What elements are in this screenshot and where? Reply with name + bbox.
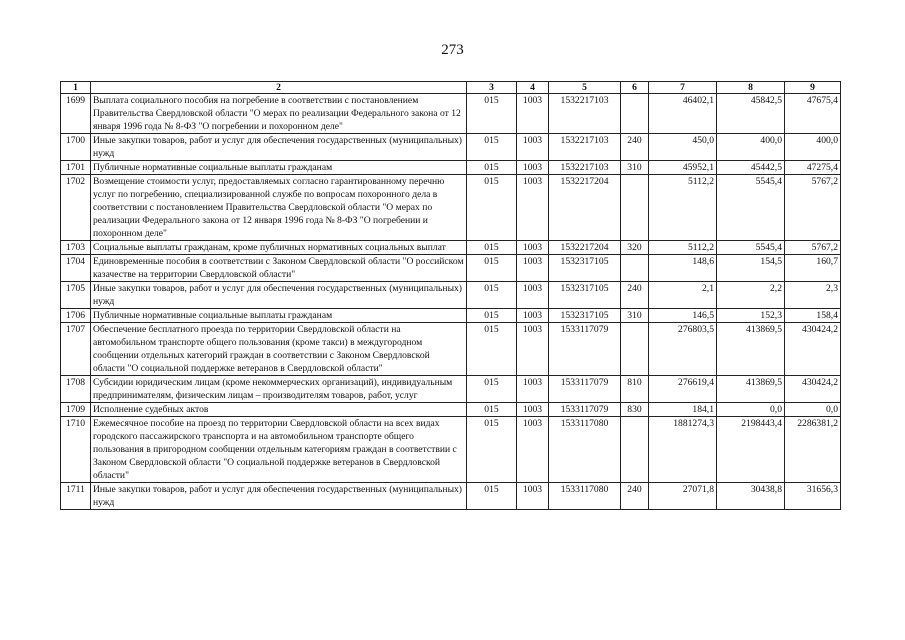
table-row: [61, 403, 841, 417]
admin-code-cell: 015: [467, 417, 517, 483]
amount-cell: 0,0: [785, 403, 841, 417]
admin-code-cell: 015: [467, 134, 517, 161]
amount-cell: 160,7: [785, 255, 841, 282]
amount-cell: 430424,2: [785, 323, 841, 376]
expense-type-cell: [621, 94, 649, 134]
target-code-cell: 1533117079: [549, 403, 621, 417]
amount-cell: 1881274,3: [649, 417, 717, 483]
section-code-cell: 1003: [517, 175, 549, 241]
amount-cell: 2,2: [717, 282, 785, 309]
description-cell: Субсидии юридическим лицам (кроме некоммерческих организаций), индивидуальным предпринимателям, физическим лицам – производителям товаров, работ, услуг: [91, 376, 467, 403]
header-row: [61, 82, 841, 94]
table-row: [61, 309, 841, 323]
table-row: [61, 323, 841, 376]
admin-code-cell: 015: [467, 309, 517, 323]
section-code-cell: 1003: [517, 255, 549, 282]
amount-cell: 152,3: [717, 309, 785, 323]
amount-cell: 47675,4: [785, 94, 841, 134]
amount-cell: 148,6: [649, 255, 717, 282]
amount-cell: 146,5: [649, 309, 717, 323]
target-code-cell: 1532317105: [549, 282, 621, 309]
admin-code-cell: 015: [467, 282, 517, 309]
header-cell: 8: [717, 82, 785, 94]
amount-cell: 276803,5: [649, 323, 717, 376]
expense-type-cell: 320: [621, 241, 649, 255]
header-cell: 9: [785, 82, 841, 94]
target-code-cell: 1532217204: [549, 175, 621, 241]
section-code-cell: 1003: [517, 403, 549, 417]
amount-cell: 450,0: [649, 134, 717, 161]
description-cell: Публичные нормативные социальные выплаты гражданам: [91, 161, 467, 175]
section-code-cell: 1003: [517, 161, 549, 175]
row-number-cell: 1704: [61, 255, 91, 282]
row-number-cell: 1703: [61, 241, 91, 255]
row-number-cell: 1701: [61, 161, 91, 175]
admin-code-cell: 015: [467, 403, 517, 417]
admin-code-cell: 015: [467, 94, 517, 134]
row-number-cell: 1699: [61, 94, 91, 134]
page-number: 273: [441, 42, 464, 58]
description-cell: Исполнение судебных актов: [91, 403, 467, 417]
amount-cell: 30438,8: [717, 483, 785, 510]
table-row: [61, 134, 841, 161]
target-code-cell: 1533117079: [549, 323, 621, 376]
row-number-cell: 1705: [61, 282, 91, 309]
amount-cell: 5545,4: [717, 175, 785, 241]
target-code-cell: 1532317105: [549, 255, 621, 282]
description-cell: Выплата социального пособия на погребение в соответствии с постановлением Правительства Свердловской области "О мерах по реализации Федерального закона от 12 января 1996 года № 8-ФЗ "О погребении и похоронном деле": [91, 94, 467, 134]
amount-cell: 413869,5: [717, 376, 785, 403]
section-code-cell: 1003: [517, 134, 549, 161]
description-cell: Обеспечение бесплатного проезда по территории Свердловской области на автомобильном транспорте общего пользования (кроме такси) в междугородном сообщении отдельных категорий граждан в соответствии с Законом Свердловской области "О социальной поддержке ветеранов в Свердловской области": [91, 323, 467, 376]
header-cell: 3: [467, 82, 517, 94]
table-row: [61, 417, 841, 483]
header-cell: 7: [649, 82, 717, 94]
table-row: [61, 241, 841, 255]
description-cell: Социальные выплаты гражданам, кроме публичных нормативных социальных выплат: [91, 241, 467, 255]
expense-type-cell: 240: [621, 134, 649, 161]
expense-type-cell: 310: [621, 309, 649, 323]
expense-type-cell: 240: [621, 282, 649, 309]
row-number-cell: 1709: [61, 403, 91, 417]
amount-cell: 47275,4: [785, 161, 841, 175]
table-row: [61, 376, 841, 403]
amount-cell: 430424,2: [785, 376, 841, 403]
amount-cell: 2198443,4: [717, 417, 785, 483]
amount-cell: 0,0: [717, 403, 785, 417]
description-cell: Иные закупки товаров, работ и услуг для обеспечения государственных (муниципальных) нужд: [91, 134, 467, 161]
row-number-cell: 1707: [61, 323, 91, 376]
header-cell: 2: [91, 82, 467, 94]
row-number-cell: 1711: [61, 483, 91, 510]
target-code-cell: 1532317105: [549, 309, 621, 323]
expense-type-cell: [621, 417, 649, 483]
table-row: [61, 282, 841, 309]
section-code-cell: 1003: [517, 282, 549, 309]
admin-code-cell: 015: [467, 483, 517, 510]
amount-cell: 5112,2: [649, 241, 717, 255]
target-code-cell: 1532217103: [549, 134, 621, 161]
table-row: [61, 175, 841, 241]
amount-cell: 400,0: [785, 134, 841, 161]
amount-cell: 46402,1: [649, 94, 717, 134]
admin-code-cell: 015: [467, 175, 517, 241]
amount-cell: 276619,4: [649, 376, 717, 403]
amount-cell: 2,1: [649, 282, 717, 309]
amount-cell: 154,5: [717, 255, 785, 282]
target-code-cell: 1532217204: [549, 241, 621, 255]
amount-cell: 5545,4: [717, 241, 785, 255]
description-cell: Публичные нормативные социальные выплаты гражданам: [91, 309, 467, 323]
amount-cell: 27071,8: [649, 483, 717, 510]
amount-cell: 5112,2: [649, 175, 717, 241]
target-code-cell: 1533117080: [549, 417, 621, 483]
amount-cell: 5767,2: [785, 241, 841, 255]
description-cell: Иные закупки товаров, работ и услуг для обеспечения государственных (муниципальных) нужд: [91, 282, 467, 309]
amount-cell: 5767,2: [785, 175, 841, 241]
target-code-cell: 1532217103: [549, 94, 621, 134]
expense-type-cell: [621, 255, 649, 282]
amount-cell: 2,3: [785, 282, 841, 309]
expense-type-cell: [621, 323, 649, 376]
section-code-cell: 1003: [517, 94, 549, 134]
description-cell: Иные закупки товаров, работ и услуг для обеспечения государственных (муниципальных) нужд: [91, 483, 467, 510]
budget-table: [60, 81, 841, 510]
amount-cell: 31656,3: [785, 483, 841, 510]
table-row: [61, 161, 841, 175]
description-cell: Ежемесячное пособие на проезд по территории Свердловской области на всех видах городского пассажирского транспорта и на автомобильном транспорте общего пользования в пригородном сообщении отдельным категориям граждан в соответствии с Законом Свердловской области "О социальной поддержке ветеранов в Свердловской области": [91, 417, 467, 483]
row-number-cell: 1710: [61, 417, 91, 483]
amount-cell: 45842,5: [717, 94, 785, 134]
amount-cell: 158,4: [785, 309, 841, 323]
target-code-cell: 1532217103: [549, 161, 621, 175]
table-row: [61, 94, 841, 134]
admin-code-cell: 015: [467, 161, 517, 175]
header-cell: 6: [621, 82, 649, 94]
row-number-cell: 1702: [61, 175, 91, 241]
row-number-cell: 1706: [61, 309, 91, 323]
expense-type-cell: 810: [621, 376, 649, 403]
description-cell: Возмещение стоимости услуг, предоставляемых согласно гарантированному перечню услуг по погребению, специализированной службе по вопросам похоронного дела в соответствии с постановлением Правительства Свердловской области "О мерах по реализации Федерального закона от 12 января 1996 года № 8-ФЗ "О погребении и похоронном деле": [91, 175, 467, 241]
row-number-cell: 1700: [61, 134, 91, 161]
header-cell: 5: [549, 82, 621, 94]
amount-cell: 45952,1: [649, 161, 717, 175]
admin-code-cell: 015: [467, 376, 517, 403]
expense-type-cell: [621, 175, 649, 241]
target-code-cell: 1533117080: [549, 483, 621, 510]
section-code-cell: 1003: [517, 417, 549, 483]
amount-cell: 2286381,2: [785, 417, 841, 483]
expense-type-cell: 240: [621, 483, 649, 510]
expense-type-cell: 830: [621, 403, 649, 417]
amount-cell: 400,0: [717, 134, 785, 161]
section-code-cell: 1003: [517, 483, 549, 510]
section-code-cell: 1003: [517, 241, 549, 255]
description-cell: Единовременные пособия в соответствии с Законом Свердловской области "О российском казачестве на территории Свердловской области": [91, 255, 467, 282]
target-code-cell: 1533117079: [549, 376, 621, 403]
admin-code-cell: 015: [467, 323, 517, 376]
amount-cell: 45442,5: [717, 161, 785, 175]
header-cell: 1: [61, 82, 91, 94]
expense-type-cell: 310: [621, 161, 649, 175]
table-row: [61, 255, 841, 282]
section-code-cell: 1003: [517, 309, 549, 323]
admin-code-cell: 015: [467, 241, 517, 255]
admin-code-cell: 015: [467, 255, 517, 282]
amount-cell: 184,1: [649, 403, 717, 417]
row-number-cell: 1708: [61, 376, 91, 403]
amount-cell: 413869,5: [717, 323, 785, 376]
section-code-cell: 1003: [517, 376, 549, 403]
header-cell: 4: [517, 82, 549, 94]
table-row: [61, 483, 841, 510]
section-code-cell: 1003: [517, 323, 549, 376]
